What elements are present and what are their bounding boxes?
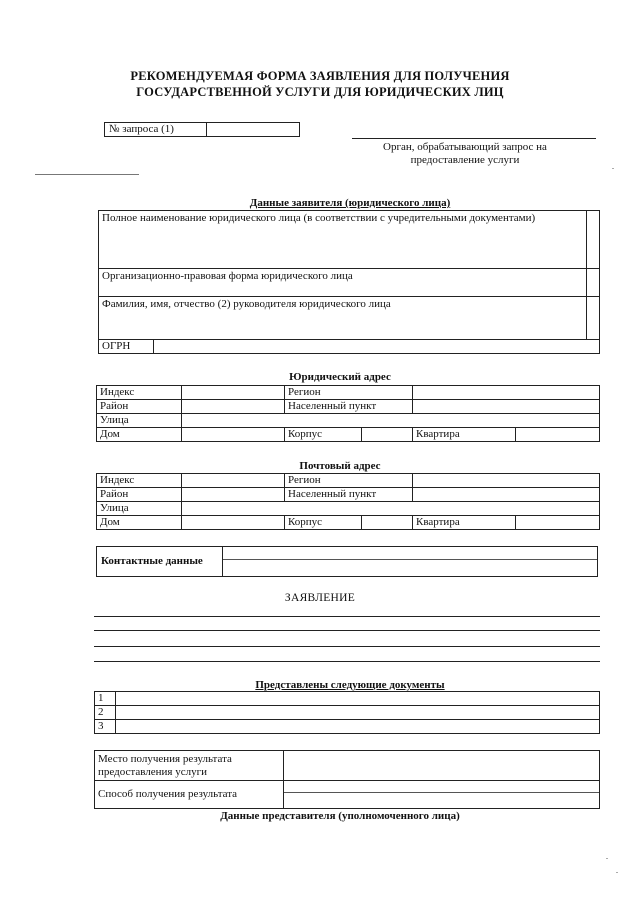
result-place-field[interactable] (284, 751, 600, 781)
applicant-ogrn-field[interactable] (154, 340, 600, 354)
scan-speck (606, 858, 608, 859)
postal-house-label: Дом (97, 516, 182, 530)
request-number-box (104, 122, 300, 137)
form-title-line-1: РЕКОМЕНДУЕМАЯ ФОРМА ЗАЯВЛЕНИЯ ДЛЯ ПОЛУЧЕНИЯ (130, 69, 510, 83)
applicant-head-name-label: Фамилия, имя, отчество (2) руководителя юридического лица (99, 297, 587, 340)
postal-apartment-field[interactable] (516, 516, 600, 530)
legal-house-label: Дом (97, 428, 182, 442)
applicant-heading: Данные заявителя (юридического лица) (249, 197, 451, 209)
postal-street-label: Улица (97, 502, 182, 516)
applicant-legal-form-field[interactable] (587, 269, 600, 297)
statement-line-1[interactable] (94, 616, 600, 617)
applicant-legal-form-label: Организационно-правовая форма юридического лица (99, 269, 587, 297)
result-table (94, 750, 600, 809)
request-number-label: № запроса (1) (105, 123, 207, 137)
contacts-field-line (223, 559, 597, 560)
legal-house-field[interactable] (182, 428, 285, 442)
legal-apartment-label: Квартира (413, 428, 516, 442)
legal-building-label: Корпус (285, 428, 362, 442)
postal-address-heading: Почтовый адрес (299, 460, 381, 472)
result-method-label: Способ получения результата (95, 781, 284, 809)
legal-address-heading: Юридический адрес (289, 371, 391, 383)
postal-region-field[interactable] (413, 474, 600, 488)
legal-street-field[interactable] (182, 414, 600, 428)
document-row-number: 1 (95, 692, 116, 706)
organ-label-line-2: предоставление услуги (410, 154, 520, 166)
applicant-head-name-field[interactable] (587, 297, 600, 340)
postal-district-field[interactable] (182, 488, 285, 502)
legal-locality-field[interactable] (413, 400, 600, 414)
document-row-number: 3 (95, 720, 116, 734)
postal-region-label: Регион (285, 474, 413, 488)
applicant-table (98, 210, 600, 354)
postal-building-label: Корпус (285, 516, 362, 530)
postal-locality-field[interactable] (413, 488, 600, 502)
statement-line-4[interactable] (94, 661, 600, 662)
statement-heading: ЗАЯВЛЕНИЕ (284, 592, 356, 604)
postal-district-label: Район (97, 488, 182, 502)
applicant-ogrn-label: ОГРН (99, 340, 154, 354)
postal-building-field[interactable] (362, 516, 413, 530)
form-title-line-2: ГОСУДАРСТВЕННОЙ УСЛУГИ ДЛЯ ЮРИДИЧЕСКИХ ЛИЦ (136, 85, 504, 99)
postal-index-field[interactable] (182, 474, 285, 488)
form-title (100, 68, 540, 100)
applicant-full-name-field[interactable] (587, 211, 600, 269)
contacts-field[interactable] (223, 547, 598, 577)
document-row-number: 2 (95, 706, 116, 720)
organ-label-line-1: Орган, обрабатывающий запрос на (383, 141, 547, 153)
legal-address-table (96, 385, 600, 442)
organ-signature-line (352, 138, 596, 139)
postal-address-table (96, 473, 600, 530)
result-method-field-line (284, 792, 599, 793)
request-number-field[interactable] (207, 123, 300, 137)
contacts-label: Контактные данные (97, 547, 223, 577)
legal-district-field[interactable] (182, 400, 285, 414)
result-method-field[interactable] (284, 781, 600, 809)
representative-heading: Данные представителя (уполномоченного лица) (220, 810, 460, 822)
documents-table (94, 691, 600, 734)
postal-locality-label: Населенный пункт (285, 488, 413, 502)
postal-street-field[interactable] (182, 502, 600, 516)
legal-locality-label: Населенный пункт (285, 400, 413, 414)
legal-building-field[interactable] (362, 428, 413, 442)
statement-line-2[interactable] (94, 630, 600, 631)
legal-apartment-field[interactable] (516, 428, 600, 442)
postal-house-field[interactable] (182, 516, 285, 530)
result-place-label: Место получения результата предоставления услуги (95, 751, 284, 781)
applicant-full-name-label: Полное наименование юридического лица (в соответствии с учредительными документами) (99, 211, 587, 269)
legal-region-field[interactable] (413, 386, 600, 400)
contacts-table (96, 546, 598, 577)
legal-district-label: Район (97, 400, 182, 414)
organ-label (370, 141, 560, 167)
documents-heading: Представлены следующие документы (255, 679, 445, 691)
statement-line-3[interactable] (94, 646, 600, 647)
postal-apartment-label: Квартира (413, 516, 516, 530)
document-row-field[interactable] (116, 720, 600, 734)
legal-index-field[interactable] (182, 386, 285, 400)
postal-index-label: Индекс (97, 474, 182, 488)
stray-line-left (35, 174, 139, 175)
scan-speck (616, 872, 618, 873)
legal-region-label: Регион (285, 386, 413, 400)
document-row-field[interactable] (116, 692, 600, 706)
legal-index-label: Индекс (97, 386, 182, 400)
document-row-field[interactable] (116, 706, 600, 720)
scan-speck (612, 168, 614, 169)
legal-street-label: Улица (97, 414, 182, 428)
